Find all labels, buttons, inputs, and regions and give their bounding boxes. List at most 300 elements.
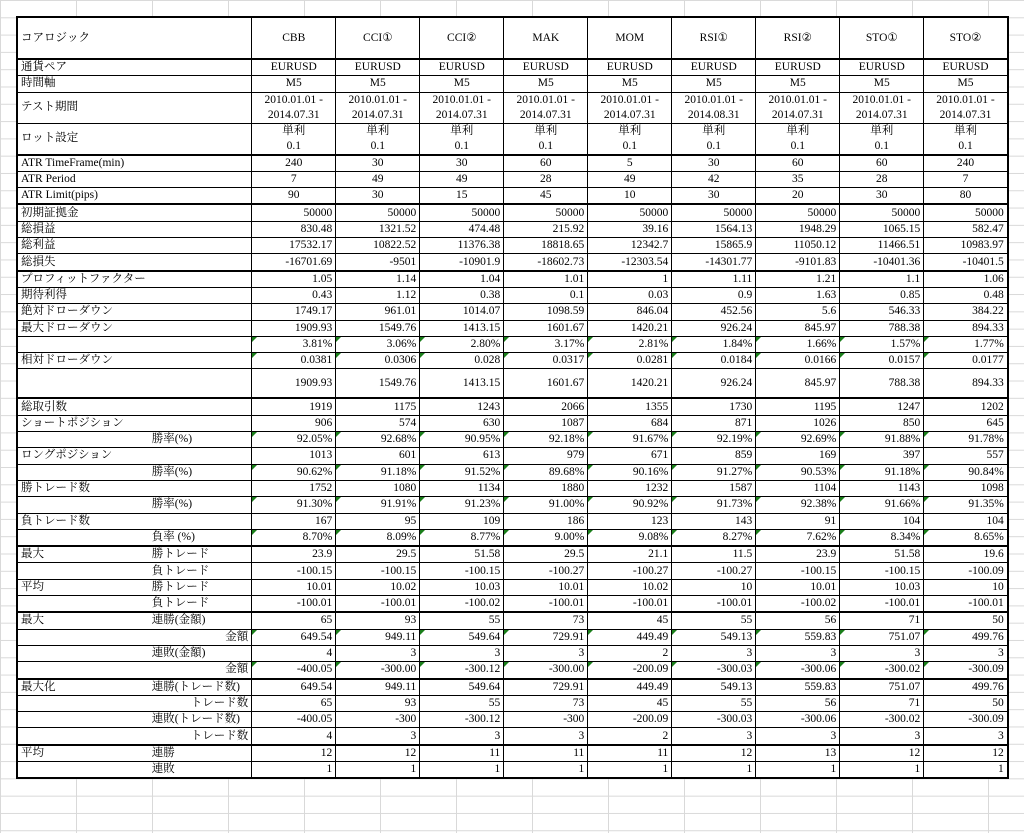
cell[interactable]: EURUSD xyxy=(840,59,924,76)
cell[interactable]: 499.76 xyxy=(924,629,1008,645)
cell[interactable]: 1.66% xyxy=(756,336,840,352)
row-sublabel[interactable] xyxy=(149,287,252,303)
cell[interactable]: 51.58 xyxy=(840,546,924,563)
cell[interactable]: 11376.38 xyxy=(420,238,504,254)
cell[interactable]: 557 xyxy=(924,448,1008,464)
row-sublabel[interactable] xyxy=(149,353,252,369)
row-sublabel[interactable] xyxy=(149,336,252,352)
row-sublabel[interactable]: 連勝(金額) xyxy=(149,612,252,629)
cell[interactable]: 90.95% xyxy=(420,432,504,448)
cell[interactable]: 3 xyxy=(336,728,420,745)
cell[interactable]: 92.38% xyxy=(756,497,840,513)
cell[interactable]: 91.66% xyxy=(840,497,924,513)
row-sublabel[interactable] xyxy=(149,155,252,172)
cell[interactable] xyxy=(756,123,840,155)
cell[interactable]: 50 xyxy=(924,695,1008,711)
cell[interactable]: 91.78% xyxy=(924,432,1008,448)
cell[interactable]: 240 xyxy=(252,155,336,172)
cell[interactable]: 1.84% xyxy=(672,336,756,352)
cell[interactable]: -200.09 xyxy=(588,662,672,679)
cell[interactable]: 1601.67 xyxy=(504,320,588,336)
cell[interactable]: 10.03 xyxy=(840,579,924,595)
cell[interactable]: -400.05 xyxy=(252,662,336,679)
cell[interactable]: 871 xyxy=(672,415,756,431)
cell[interactable]: -100.15 xyxy=(420,563,504,579)
cell[interactable]: 90.16% xyxy=(588,464,672,480)
cell[interactable]: 3.06% xyxy=(336,336,420,352)
cell[interactable]: 0.9 xyxy=(672,287,756,303)
cell[interactable]: 630 xyxy=(420,415,504,431)
cell[interactable]: 1080 xyxy=(336,480,420,496)
cell[interactable]: 109 xyxy=(420,513,504,529)
cell[interactable]: -300.02 xyxy=(840,662,924,679)
cell[interactable]: EURUSD xyxy=(420,59,504,76)
column-header[interactable]: CBB xyxy=(252,17,336,59)
row-sublabel[interactable] xyxy=(149,221,252,237)
cell[interactable]: EURUSD xyxy=(924,59,1008,76)
row-label[interactable] xyxy=(17,432,149,448)
cell[interactable]: 17532.17 xyxy=(252,238,336,254)
cell[interactable]: 788.38 xyxy=(840,320,924,336)
row-sublabel[interactable] xyxy=(149,204,252,221)
cell[interactable] xyxy=(672,123,756,155)
cell[interactable]: 90.92% xyxy=(588,497,672,513)
row-label[interactable] xyxy=(17,369,149,399)
cell[interactable]: 3 xyxy=(672,728,756,745)
row-sublabel[interactable]: 連敗(金額) xyxy=(149,645,252,661)
cell[interactable]: 1247 xyxy=(840,398,924,415)
cell[interactable]: 830.48 xyxy=(252,221,336,237)
column-header[interactable]: STO① xyxy=(840,17,924,59)
row-label[interactable]: ショートポジション xyxy=(17,415,149,431)
cell[interactable]: 9.00% xyxy=(504,529,588,546)
cell[interactable]: -9101.83 xyxy=(756,254,840,271)
cell[interactable]: 2 xyxy=(588,645,672,661)
cell[interactable]: 167 xyxy=(252,513,336,529)
cell[interactable]: 11 xyxy=(420,745,504,762)
cell[interactable]: 546.33 xyxy=(840,304,924,320)
cell[interactable]: 10.01 xyxy=(504,579,588,595)
cell[interactable]: -18602.73 xyxy=(504,254,588,271)
cell[interactable]: -16701.69 xyxy=(252,254,336,271)
row-label[interactable] xyxy=(17,761,149,778)
cell[interactable]: -300.00 xyxy=(336,662,420,679)
cell[interactable]: 0.0306 xyxy=(336,353,420,369)
cell[interactable]: 906 xyxy=(252,415,336,431)
row-label[interactable]: プロフィットファクター xyxy=(17,271,149,288)
cell[interactable]: 1175 xyxy=(336,398,420,415)
cell[interactable]: 1.63 xyxy=(756,287,840,303)
cell[interactable]: 60 xyxy=(840,155,924,172)
cell[interactable]: 1.01 xyxy=(504,271,588,288)
cell[interactable]: 0.0177 xyxy=(924,353,1008,369)
cell[interactable]: 1087 xyxy=(504,415,588,431)
row-sublabel[interactable]: 連敗 xyxy=(149,761,252,778)
row-label[interactable]: 総取引数 xyxy=(17,398,149,415)
cell[interactable]: -100.27 xyxy=(672,563,756,579)
cell[interactable]: 845.97 xyxy=(756,369,840,399)
cell[interactable]: M5 xyxy=(336,76,420,92)
cell[interactable]: M5 xyxy=(756,76,840,92)
cell[interactable]: EURUSD xyxy=(252,59,336,76)
cell[interactable]: 51.58 xyxy=(420,546,504,563)
cell[interactable]: 0.1 xyxy=(504,287,588,303)
cell[interactable]: 80 xyxy=(924,188,1008,205)
row-sublabel[interactable]: 勝トレード xyxy=(149,546,252,563)
cell[interactable]: 60 xyxy=(756,155,840,172)
cell[interactable]: 1752 xyxy=(252,480,336,496)
cell[interactable]: 92.68% xyxy=(336,432,420,448)
cell[interactable]: 1909.93 xyxy=(252,369,336,399)
cell[interactable] xyxy=(336,92,420,123)
cell[interactable]: 0.43 xyxy=(252,287,336,303)
cell[interactable] xyxy=(420,92,504,123)
row-sublabel[interactable]: トレード数 xyxy=(149,728,252,745)
cell[interactable]: 92.05% xyxy=(252,432,336,448)
cell[interactable]: -100.27 xyxy=(588,563,672,579)
cell[interactable]: 8.09% xyxy=(336,529,420,546)
cell[interactable]: EURUSD xyxy=(504,59,588,76)
cell[interactable]: 449.49 xyxy=(588,629,672,645)
cell[interactable]: 30 xyxy=(420,155,504,172)
cell[interactable]: 91.30% xyxy=(252,497,336,513)
column-header[interactable]: CCI② xyxy=(420,17,504,59)
cell[interactable]: 11 xyxy=(504,745,588,762)
cell[interactable]: -300.03 xyxy=(672,662,756,679)
cell[interactable]: 92.69% xyxy=(756,432,840,448)
cell[interactable]: -100.15 xyxy=(840,563,924,579)
row-sublabel[interactable] xyxy=(149,513,252,529)
row-label[interactable]: 総損益 xyxy=(17,221,149,237)
cell[interactable]: 10.02 xyxy=(336,579,420,595)
row-label[interactable]: ATR Period xyxy=(17,171,149,187)
cell[interactable]: 91.23% xyxy=(420,497,504,513)
cell[interactable]: 1355 xyxy=(588,398,672,415)
cell[interactable]: 30 xyxy=(336,155,420,172)
row-label[interactable]: 最大ドローダウン xyxy=(17,320,149,336)
cell[interactable]: 49 xyxy=(336,171,420,187)
cell[interactable]: 1.05 xyxy=(252,271,336,288)
cell[interactable]: 2.81% xyxy=(588,336,672,352)
row-label[interactable] xyxy=(17,336,149,352)
cell[interactable]: 1.06 xyxy=(924,271,1008,288)
cell[interactable]: 3 xyxy=(924,728,1008,745)
cell[interactable]: -12303.54 xyxy=(588,254,672,271)
cell[interactable]: 93 xyxy=(336,612,420,629)
cell[interactable]: 0.0317 xyxy=(504,353,588,369)
cell[interactable]: 1321.52 xyxy=(336,221,420,237)
row-sublabel[interactable]: 連勝 xyxy=(149,745,252,762)
cell[interactable]: -100.09 xyxy=(924,563,1008,579)
cell[interactable]: 3 xyxy=(924,645,1008,661)
cell[interactable]: 50000 xyxy=(672,204,756,221)
cell[interactable]: -100.01 xyxy=(840,596,924,613)
cell[interactable]: 8.27% xyxy=(672,529,756,546)
cell[interactable]: 1 xyxy=(504,761,588,778)
cell[interactable]: -100.02 xyxy=(420,596,504,613)
cell[interactable]: 894.33 xyxy=(924,369,1008,399)
cell[interactable]: 449.49 xyxy=(588,679,672,696)
row-sublabel[interactable]: 勝率(%) xyxy=(149,432,252,448)
cell[interactable] xyxy=(252,123,336,155)
cell[interactable]: 5.6 xyxy=(756,304,840,320)
cell[interactable]: 35 xyxy=(756,171,840,187)
row-sublabel[interactable]: 連敗(トレード数) xyxy=(149,712,252,728)
cell[interactable]: 397 xyxy=(840,448,924,464)
cell[interactable]: 1.12 xyxy=(336,287,420,303)
row-label[interactable] xyxy=(17,712,149,728)
cell[interactable]: 55 xyxy=(420,695,504,711)
cell[interactable]: 729.91 xyxy=(504,629,588,645)
cell[interactable]: 649.54 xyxy=(252,629,336,645)
cell[interactable]: -100.01 xyxy=(336,596,420,613)
column-header[interactable]: RSI① xyxy=(672,17,756,59)
row-sublabel[interactable] xyxy=(149,320,252,336)
cell[interactable]: 11.5 xyxy=(672,546,756,563)
row-label[interactable]: 期待利得 xyxy=(17,287,149,303)
row-sublabel[interactable] xyxy=(149,254,252,271)
cell[interactable]: 20 xyxy=(756,188,840,205)
cell[interactable]: 65 xyxy=(252,612,336,629)
cell[interactable]: 90.84% xyxy=(924,464,1008,480)
cell[interactable]: 3 xyxy=(672,645,756,661)
cell[interactable]: 91.00% xyxy=(504,497,588,513)
cell[interactable]: 1420.21 xyxy=(588,369,672,399)
cell[interactable] xyxy=(504,92,588,123)
cell[interactable] xyxy=(924,123,1008,155)
row-label[interactable]: 最大 xyxy=(17,612,149,629)
cell[interactable]: 23.9 xyxy=(756,546,840,563)
cell[interactable] xyxy=(840,123,924,155)
cell[interactable]: 0.0281 xyxy=(588,353,672,369)
row-label[interactable]: ロングポジション xyxy=(17,448,149,464)
row-label[interactable]: 初期証拠金 xyxy=(17,204,149,221)
cell[interactable]: 1730 xyxy=(672,398,756,415)
cell[interactable]: -300.09 xyxy=(924,662,1008,679)
cell[interactable]: 91.18% xyxy=(336,464,420,480)
cell[interactable]: 549.64 xyxy=(420,629,504,645)
cell[interactable]: 1243 xyxy=(420,398,504,415)
cell[interactable] xyxy=(336,123,420,155)
row-sublabel[interactable] xyxy=(149,76,252,92)
cell[interactable]: 3 xyxy=(420,728,504,745)
cell[interactable]: 93 xyxy=(336,695,420,711)
cell[interactable]: 1919 xyxy=(252,398,336,415)
row-sublabel[interactable]: 金額 xyxy=(149,629,252,645)
cell[interactable]: 1 xyxy=(924,761,1008,778)
cell[interactable]: 50000 xyxy=(336,204,420,221)
cell[interactable]: 91.73% xyxy=(672,497,756,513)
cell[interactable]: 55 xyxy=(420,612,504,629)
cell[interactable]: -300.00 xyxy=(504,662,588,679)
cell[interactable]: 1134 xyxy=(420,480,504,496)
cell[interactable]: 215.92 xyxy=(504,221,588,237)
row-label[interactable] xyxy=(17,529,149,546)
cell[interactable]: 49 xyxy=(420,171,504,187)
cell[interactable]: 3 xyxy=(840,645,924,661)
cell[interactable]: 4 xyxy=(252,728,336,745)
cell[interactable]: 1 xyxy=(672,761,756,778)
cell[interactable] xyxy=(756,92,840,123)
row-sublabel[interactable]: 勝率(%) xyxy=(149,497,252,513)
cell[interactable]: 1065.15 xyxy=(840,221,924,237)
cell[interactable]: M5 xyxy=(672,76,756,92)
cell[interactable]: 1909.93 xyxy=(252,320,336,336)
cell[interactable]: 9.08% xyxy=(588,529,672,546)
row-label[interactable]: ロット設定 xyxy=(17,123,149,155)
cell[interactable]: 499.76 xyxy=(924,679,1008,696)
cell[interactable]: 29.5 xyxy=(504,546,588,563)
row-label[interactable]: 絶対ドローダウン xyxy=(17,304,149,320)
cell[interactable]: 384.22 xyxy=(924,304,1008,320)
cell[interactable]: 949.11 xyxy=(336,679,420,696)
row-sublabel[interactable]: 金額 xyxy=(149,662,252,679)
cell[interactable]: -100.02 xyxy=(756,596,840,613)
cell[interactable]: 30 xyxy=(840,188,924,205)
cell[interactable]: 12 xyxy=(252,745,336,762)
row-label[interactable] xyxy=(17,728,149,745)
cell[interactable]: -10401.5 xyxy=(924,254,1008,271)
cell[interactable]: 7 xyxy=(252,171,336,187)
cell[interactable]: -300 xyxy=(504,712,588,728)
cell[interactable]: 1413.15 xyxy=(420,320,504,336)
cell[interactable]: 559.83 xyxy=(756,629,840,645)
cell[interactable]: M5 xyxy=(588,76,672,92)
cell[interactable]: 582.47 xyxy=(924,221,1008,237)
cell[interactable]: 961.01 xyxy=(336,304,420,320)
row-sublabel[interactable] xyxy=(149,59,252,76)
cell[interactable]: 0.38 xyxy=(420,287,504,303)
cell[interactable]: 1.14 xyxy=(336,271,420,288)
row-sublabel[interactable] xyxy=(149,369,252,399)
cell[interactable]: 73 xyxy=(504,695,588,711)
cell[interactable]: -100.01 xyxy=(672,596,756,613)
cell[interactable]: 1 xyxy=(420,761,504,778)
cell[interactable]: -300.12 xyxy=(420,712,504,728)
row-label[interactable]: ATR Limit(pips) xyxy=(17,188,149,205)
cell[interactable]: 8.70% xyxy=(252,529,336,546)
cell[interactable]: -10901.9 xyxy=(420,254,504,271)
row-sublabel[interactable] xyxy=(149,123,252,155)
cell[interactable]: 50000 xyxy=(252,204,336,221)
cell[interactable]: 3 xyxy=(336,645,420,661)
cell[interactable]: 10983.97 xyxy=(924,238,1008,254)
cell[interactable]: 56 xyxy=(756,695,840,711)
row-sublabel[interactable]: 勝率(%) xyxy=(149,464,252,480)
cell[interactable]: 0.0184 xyxy=(672,353,756,369)
cell[interactable]: 23.9 xyxy=(252,546,336,563)
cell[interactable] xyxy=(588,123,672,155)
row-sublabel[interactable] xyxy=(149,448,252,464)
cell[interactable]: -14301.77 xyxy=(672,254,756,271)
row-label[interactable]: 負トレード数 xyxy=(17,513,149,529)
cell[interactable]: 645 xyxy=(924,415,1008,431)
row-sublabel[interactable] xyxy=(149,92,252,123)
cell[interactable]: 559.83 xyxy=(756,679,840,696)
cell[interactable]: 18818.65 xyxy=(504,238,588,254)
row-label[interactable]: 通貨ペア xyxy=(17,59,149,76)
cell[interactable]: 3 xyxy=(840,728,924,745)
cell[interactable]: 1948.29 xyxy=(756,221,840,237)
row-label[interactable] xyxy=(17,497,149,513)
cell[interactable]: M5 xyxy=(252,76,336,92)
cell[interactable]: -100.15 xyxy=(756,563,840,579)
cell[interactable]: 1 xyxy=(336,761,420,778)
cell[interactable]: 1601.67 xyxy=(504,369,588,399)
cell[interactable]: 12342.7 xyxy=(588,238,672,254)
cell[interactable]: EURUSD xyxy=(672,59,756,76)
cell[interactable]: 45 xyxy=(504,188,588,205)
row-sublabel[interactable] xyxy=(149,188,252,205)
header-label[interactable]: コアロジック xyxy=(17,17,252,59)
cell[interactable]: 10.02 xyxy=(588,579,672,595)
row-label[interactable]: 最大 xyxy=(17,546,149,563)
row-sublabel[interactable] xyxy=(149,171,252,187)
row-label[interactable] xyxy=(17,563,149,579)
row-label[interactable] xyxy=(17,645,149,661)
cell[interactable]: -100.15 xyxy=(336,563,420,579)
cell[interactable]: 3 xyxy=(420,645,504,661)
cell[interactable]: 91.67% xyxy=(588,432,672,448)
cell[interactable]: 926.24 xyxy=(672,320,756,336)
cell[interactable] xyxy=(588,92,672,123)
cell[interactable]: 2066 xyxy=(504,398,588,415)
cell[interactable]: 894.33 xyxy=(924,320,1008,336)
cell[interactable]: 846.04 xyxy=(588,304,672,320)
row-label[interactable]: 平均 xyxy=(17,745,149,762)
cell[interactable]: 4 xyxy=(252,645,336,661)
cell[interactable]: 1.11 xyxy=(672,271,756,288)
row-label[interactable] xyxy=(17,464,149,480)
cell[interactable]: 60 xyxy=(504,155,588,172)
cell[interactable]: 3 xyxy=(504,728,588,745)
column-header[interactable]: STO② xyxy=(924,17,1008,59)
cell[interactable]: 729.91 xyxy=(504,679,588,696)
cell[interactable]: -300.09 xyxy=(924,712,1008,728)
row-sublabel[interactable]: 負トレード xyxy=(149,596,252,613)
cell[interactable]: 649.54 xyxy=(252,679,336,696)
cell[interactable]: 15865.9 xyxy=(672,238,756,254)
cell[interactable]: 1420.21 xyxy=(588,320,672,336)
cell[interactable]: 30 xyxy=(336,188,420,205)
cell[interactable]: 3.17% xyxy=(504,336,588,352)
cell[interactable]: 3.81% xyxy=(252,336,336,352)
cell[interactable]: 13 xyxy=(756,745,840,762)
cell[interactable] xyxy=(504,123,588,155)
cell[interactable]: 1 xyxy=(756,761,840,778)
row-sublabel[interactable]: トレード数 xyxy=(149,695,252,711)
cell[interactable]: 91.91% xyxy=(336,497,420,513)
cell[interactable]: 90 xyxy=(252,188,336,205)
cell[interactable]: 12 xyxy=(672,745,756,762)
cell[interactable]: 751.07 xyxy=(840,629,924,645)
cell[interactable]: 92.19% xyxy=(672,432,756,448)
cell[interactable]: 10 xyxy=(924,579,1008,595)
cell[interactable]: 1026 xyxy=(756,415,840,431)
cell[interactable] xyxy=(840,92,924,123)
cell[interactable]: 1.04 xyxy=(420,271,504,288)
cell[interactable]: 50000 xyxy=(504,204,588,221)
row-sublabel[interactable]: 負トレード xyxy=(149,563,252,579)
cell[interactable]: 1.21 xyxy=(756,271,840,288)
cell[interactable]: 1232 xyxy=(588,480,672,496)
cell[interactable]: 0.0166 xyxy=(756,353,840,369)
cell[interactable]: -300.12 xyxy=(420,662,504,679)
cell[interactable]: 549.13 xyxy=(672,629,756,645)
row-label[interactable]: 最大化 xyxy=(17,679,149,696)
cell[interactable]: 549.64 xyxy=(420,679,504,696)
row-label[interactable]: 時間軸 xyxy=(17,76,149,92)
